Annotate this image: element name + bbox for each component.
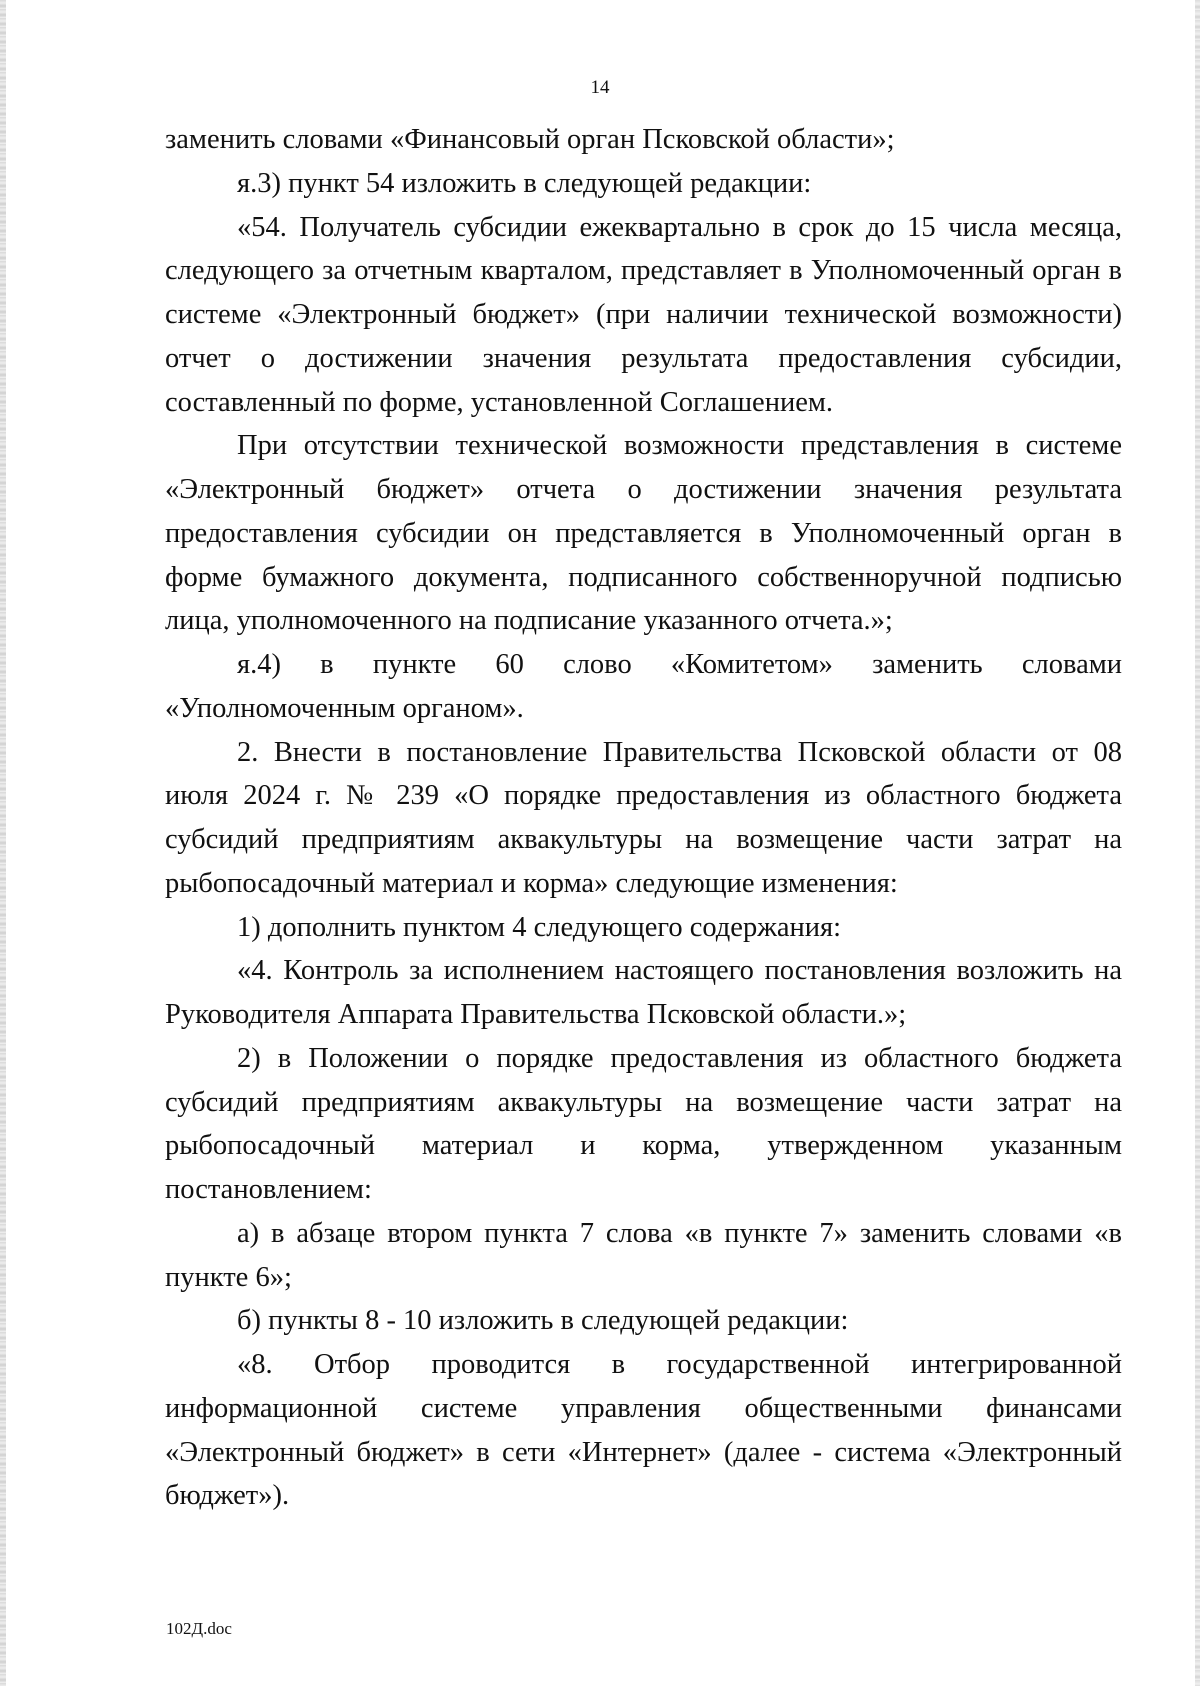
document-body bbox=[165, 118, 1122, 1518]
paragraph: «4. Контроль за исполнением настоящего постановления возложить на Руководителя Аппарата Правительства Псковской области.»; bbox=[165, 955, 1122, 1030]
page-number: 14 bbox=[590, 77, 610, 98]
scan-edge-left bbox=[0, 0, 6, 1686]
paragraph: При отсутствии технической возможности представления в системе «Электронный бюджет» отчета о достижении значения результата предоставления субсидии он представляется в Уполномоченный орган в форме бумажного документа, подписанного собственноручной подписью лица, уполномоченного на подписание указанного отчета.»; bbox=[165, 430, 1122, 637]
paragraph: 2) в Положении о порядке предоставления из областного бюджета субсидий предприятиям аквакультуры на возмещение части затрат на рыбопосадочный материал и корма, утвержденном указанным постановлением: bbox=[165, 1042, 1122, 1205]
paragraph: «8. Отбор проводится в государственной интегрированной информационной системе управления общественными финансами «Электронный бюджет» в сети «Интернет» (далее - система «Электронный бюджет»). bbox=[165, 1349, 1122, 1512]
paragraph: б) пункты 8 - 10 изложить в следующей редакции: bbox=[237, 1305, 849, 1337]
paragraph: я.3) пункт 54 изложить в следующей редакции: bbox=[237, 167, 812, 199]
paragraph: а) в абзаце втором пункта 7 слова «в пункте 7» заменить словами «в пункте 6»; bbox=[165, 1217, 1122, 1293]
paragraph: я.4) в пункте 60 слово «Комитетом» заменить словами «Уполномоченным органом». bbox=[165, 649, 1122, 724]
footer-filename: 102Д.doc bbox=[166, 1619, 232, 1638]
paragraph: 1) дополнить пунктом 4 следующего содержания: bbox=[237, 911, 842, 943]
paragraph: «54. Получатель субсидии ежеквартально в срок до 15 числа месяца, следующего за отчетным кварталом, представляет в Уполномоченный орган в системе «Электронный бюджет» (при наличии технической возможности) отчет о достижении значения результата предоставления субсидии, составленный по форме, установленной Соглашением. bbox=[165, 211, 1122, 418]
scan-edge-right bbox=[1195, 0, 1200, 1686]
paragraph: заменить словами «Финансовый орган Псковской области»; bbox=[165, 124, 895, 155]
paragraph: 2. Внести в постановление Правительства Псковской области от 08 июля 2024 г. № 239 «О порядке предоставления из областного бюджета субсидий предприятиям аквакультуры на возмещение части затрат на рыбопосадочный материал и корма» следующие изменения: bbox=[165, 736, 1122, 899]
